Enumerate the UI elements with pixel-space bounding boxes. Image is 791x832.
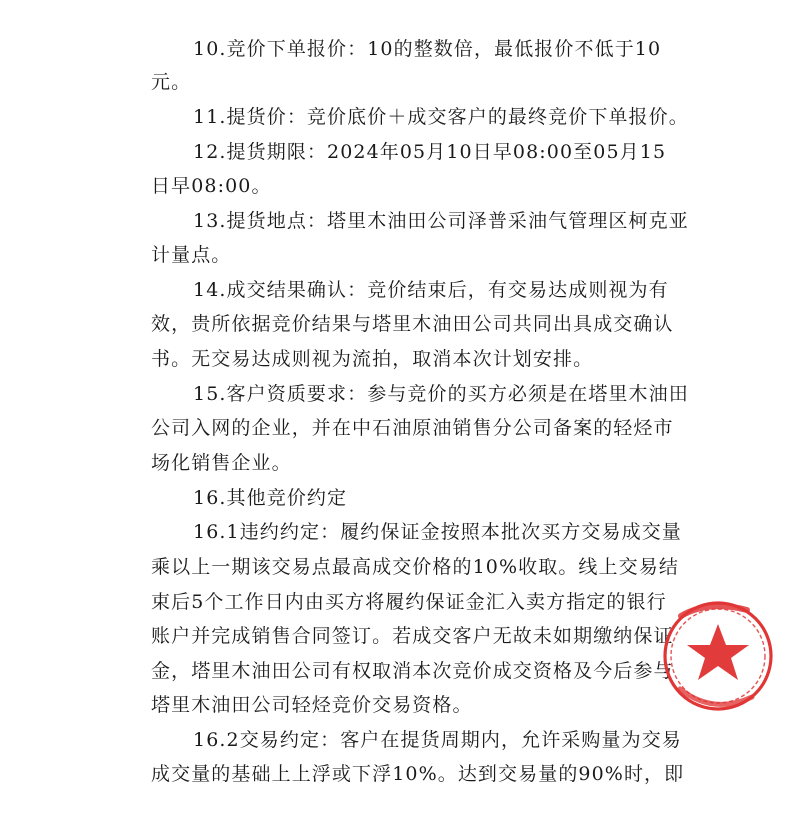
doc-line-19: 金，塔里木油田公司有权取消本次竞价成交资格及今后参与 [151, 660, 674, 682]
doc-line-16: 乘以上一期该交易点最高成交价格的10%收取。线上交易结 [151, 556, 679, 578]
doc-line-13: 场化销售企业。 [151, 452, 292, 474]
doc-line-15: 16.1违约约定：履约保证金按照本批次买方交易成交量 [193, 521, 682, 543]
doc-line-17: 束后5个工作日内由买方将履约保证金汇入卖方指定的银行 [151, 591, 667, 613]
doc-line-4: 12.提货期限：2024年05月10日早08:00至05月15 [193, 141, 667, 163]
doc-line-20: 塔里木油田公司轻烃竞价交易资格。 [151, 694, 473, 716]
doc-line-6: 13.提货地点：塔里木油田公司泽普采油气管理区柯克亚 [193, 210, 689, 232]
doc-line-7: 计量点。 [151, 244, 232, 266]
doc-line-3: 11.提货价：竞价底价＋成交客户的最终竞价下单报价。 [193, 106, 689, 128]
doc-line-14: 16.其他竞价约定 [193, 487, 348, 509]
doc-line-18: 账户并完成销售合同签订。若成交客户无故未如期缴纳保证 [151, 625, 674, 647]
doc-line-22: 成交量的基础上上浮或下浮10%。达到交易量的90%时，即 [151, 763, 685, 785]
doc-line-12: 公司入网的企业，并在中石油原油销售分公司备案的轻烃市 [151, 417, 674, 439]
doc-line-5: 日早08:00。 [151, 175, 272, 197]
doc-line-8: 14.成交结果确认：竞价结束后，有交易达成则视为有 [193, 279, 669, 301]
doc-line-10: 书。无交易达成则视为流拍，取消本次计划安排。 [151, 348, 594, 370]
official-seal-icon [648, 593, 780, 721]
doc-line-2: 元。 [151, 71, 192, 93]
doc-line-11: 15.客户资质要求：参与竞价的买方必须是在塔里木油田 [193, 383, 689, 405]
doc-line-21: 16.2交易约定：客户在提货周期内，允许采购量为交易 [193, 729, 682, 751]
doc-line-9: 效，贵所依据竞价结果与塔里木油田公司共同出具成交确认 [151, 313, 674, 335]
doc-line-1: 10.竞价下单报价：10的整数倍，最低报价不低于10 [193, 38, 662, 60]
